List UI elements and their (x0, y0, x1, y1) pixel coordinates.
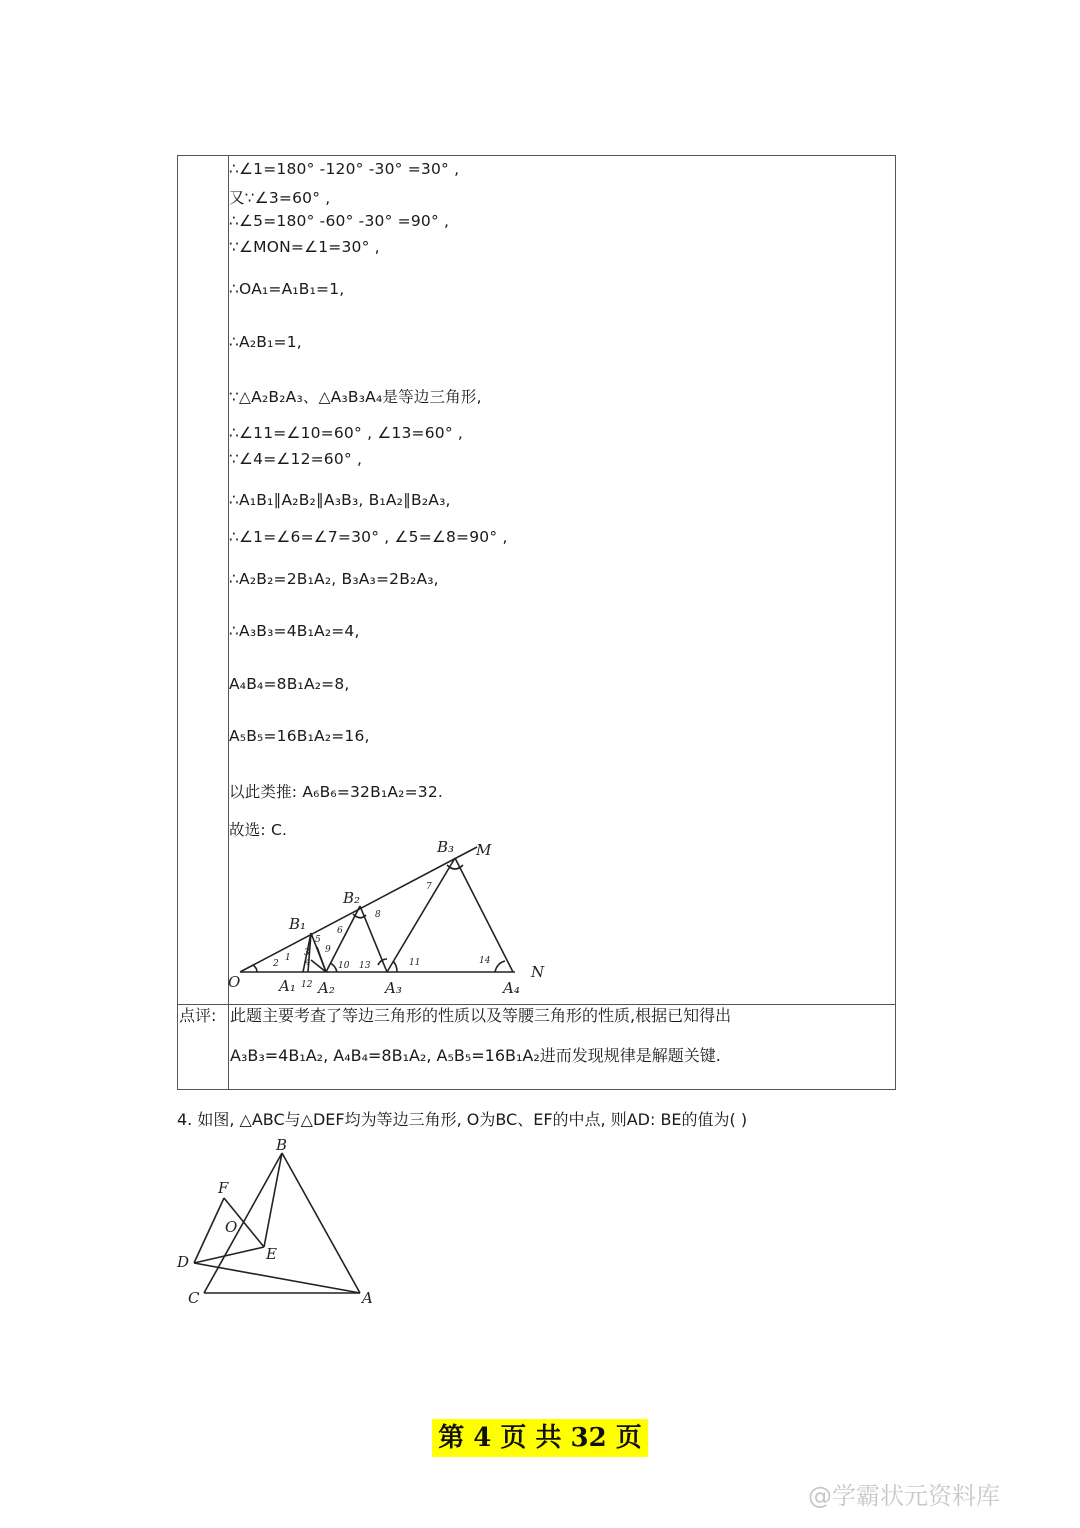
solution-line-13: ∴A₃B₃=4B₁A₂=4, (229, 622, 360, 640)
label-B2: B₂ (343, 889, 361, 907)
label-A1: A₁ (279, 977, 296, 995)
solution-line-3: ∴∠5=180° -60° -30° =90° , (229, 212, 450, 230)
label-E: E (266, 1245, 277, 1263)
label-N: N (531, 963, 545, 981)
angle-label-11: 11 (409, 958, 421, 968)
solution-line-11: ∴∠1=∠6=∠7=30° , ∠5=∠8=90° , (229, 528, 508, 546)
label-A3: A₃ (385, 979, 402, 997)
solution-line-14: A₄B₄=8B₁A₂=8, (229, 675, 350, 693)
solution-line-6: ∴A₂B₁=1, (229, 333, 302, 351)
solution-line-2: 又∵∠3=60° , (229, 189, 331, 207)
question-4-text: 4. 如图, △ABC与△DEF均为等边三角形, O为BC、EF的中点, 则AD: BE的值为( ) (177, 1110, 748, 1129)
angle-label-12: 12 (301, 980, 313, 990)
label-B3: B₃ (437, 838, 455, 856)
solution-line-5: ∴OA₁=A₁B₁=1, (229, 280, 345, 298)
angle-label-7: 7 (426, 882, 432, 892)
label-D: D (177, 1253, 190, 1271)
angle-label-14: 14 (479, 956, 491, 966)
angle-label-8: 8 (375, 910, 381, 920)
solution-line-1: ∴∠1=180° -120° -30° =30° , (229, 160, 460, 178)
solution-line-9: ∵∠4=∠12=60° , (229, 450, 363, 468)
angle-label-9: 9 (325, 945, 331, 955)
label-A: A (362, 1289, 373, 1307)
label-C: C (188, 1289, 200, 1307)
label-O: O (228, 973, 241, 991)
label-B1: B₁ (289, 915, 307, 933)
label-A4: A₄ (503, 979, 520, 997)
solution-line-17: 故选: C. (229, 821, 288, 839)
angle-label-4: 4 (305, 958, 311, 968)
review-label: 点评: (179, 1006, 217, 1025)
angle-label-5: 5 (315, 935, 321, 945)
angle-label-3: 3 (304, 948, 310, 958)
angle-label-2: 2 (273, 959, 279, 969)
label-M: M (476, 841, 492, 859)
label-F: F (218, 1179, 229, 1197)
equilateral-triangles-figure (172, 1135, 392, 1315)
angle-label-1: 1 (285, 953, 291, 963)
angle-label-6: 6 (337, 926, 343, 936)
solution-label-cell (178, 156, 229, 1005)
review-line-2: A₃B₃=4B₁A₂, A₄B₄=8B₁A₂, A₅B₅=16B₁A₂进而发现规律是解题关键. (230, 1046, 721, 1065)
solution-line-4: ∵∠MON=∠1=30° , (229, 238, 380, 256)
review-line-1: 此题主要考查了等边三角形的性质以及等腰三角形的性质,根据已知得出 (230, 1006, 732, 1025)
label-O: O (225, 1218, 238, 1236)
page-number-footer: 第 4 页 共 32 页 (432, 1419, 648, 1457)
watermark: @学霸状元资料库 (808, 1482, 1000, 1510)
solution-line-7: ∵△A₂B₂A₃、△A₃B₃A₄是等边三角形, (229, 388, 482, 406)
solution-line-12: ∴A₂B₂=2B₁A₂, B₃A₃=2B₂A₃, (229, 570, 439, 588)
solution-line-8: ∴∠11=∠10=60° , ∠13=60° , (229, 424, 464, 442)
label-B: B (276, 1136, 288, 1154)
triangle-chain-figure (225, 835, 555, 997)
solution-line-16: 以此类推: A₆B₆=32B₁A₂=32. (229, 783, 444, 801)
angle-label-10: 10 (338, 961, 350, 971)
label-A2: A₂ (318, 979, 335, 997)
solution-line-10: ∴A₁B₁∥A₂B₂∥A₃B₃, B₁A₂∥B₂A₃, (229, 491, 451, 509)
solution-line-15: A₅B₅=16B₁A₂=16, (229, 727, 370, 745)
angle-label-13: 13 (359, 961, 371, 971)
